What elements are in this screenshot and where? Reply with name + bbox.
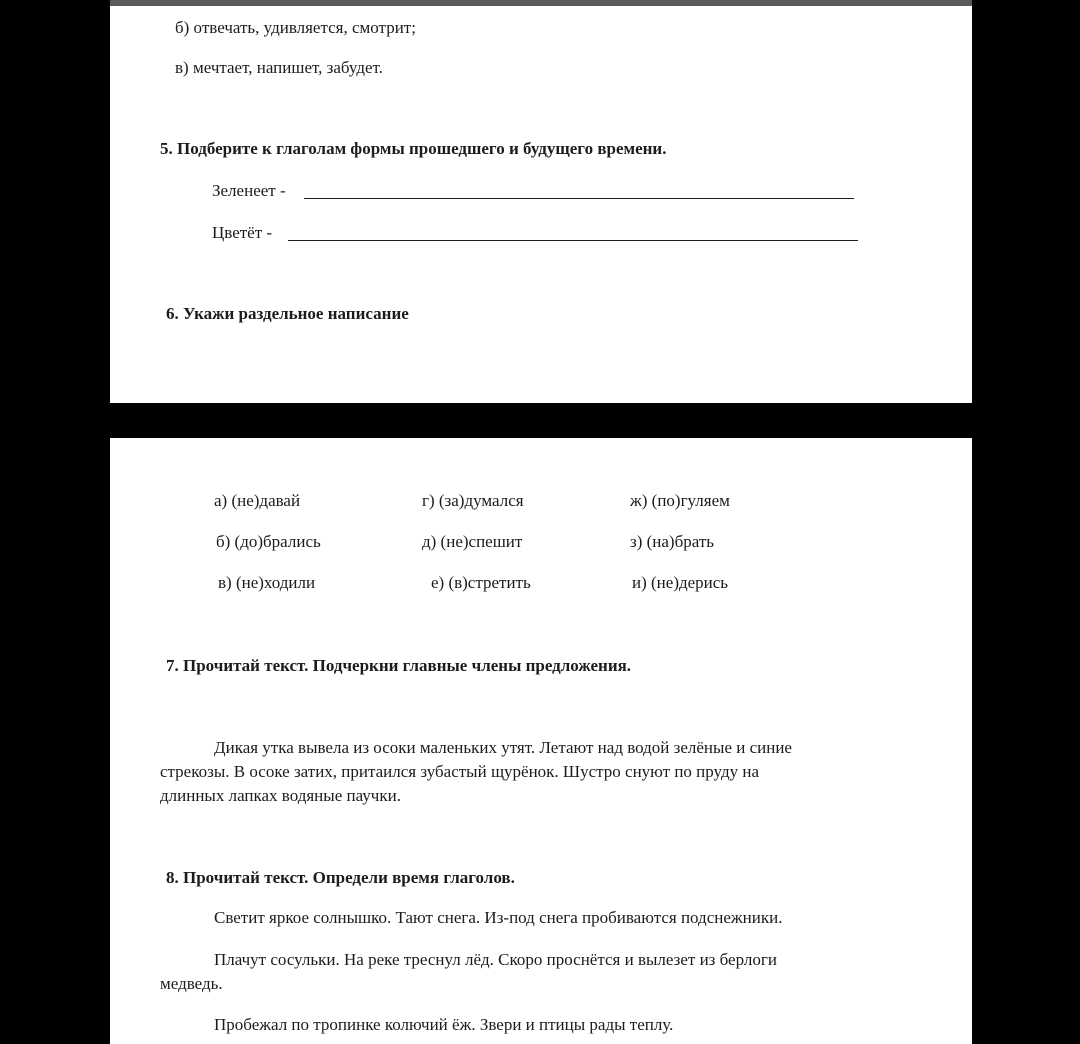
task6-option: в) (не)ходили (218, 573, 316, 592)
option-v: в) мечтает, напишет, забудет. (175, 58, 383, 77)
answer-line-2 (288, 240, 858, 241)
option-b: б) отвечать, удивляется, смотрит; (175, 18, 416, 37)
task8-paragraph-2-line-2: медведь. (160, 974, 223, 993)
answer-line-1 (304, 198, 854, 199)
task6-option: г) (за)думался (422, 491, 524, 510)
task6-option: б) (до)брались (216, 532, 321, 551)
task6-option: е) (в)стретить (431, 573, 531, 592)
task5-item-1: Зеленеет - (212, 181, 286, 200)
task5-title: 5. Подберите к глаголам формы прошедшего и будущего времени. (160, 139, 667, 158)
task6-option: и) (не)дерись (632, 573, 729, 592)
task7-text-line-2: стрекозы. В осоке затих, притаился зубастый щурёнок. Шустро снуют по пруду на (160, 762, 760, 781)
task8-paragraph-2-line-1: Плачут сосульки. На реке треснул лёд. Скоро проснётся и вылезет из берлоги (214, 950, 777, 969)
task8-paragraph-1: Светит яркое солнышко. Тают снега. Из-под снега пробиваются подснежники. (214, 908, 783, 927)
window-top-edge (110, 0, 972, 6)
task6-title: 6. Укажи раздельное написание (166, 304, 409, 323)
task7-text-line-1: Дикая утка вывела из осоки маленьких утят. Летают над водой зелёные и синие (214, 738, 792, 757)
task8-paragraph-3: Пробежал по тропинке колючий ёж. Звери и птицы рады теплу. (214, 1015, 674, 1034)
task5-item-2: Цветёт - (212, 223, 273, 242)
task6-option: д) (не)спешит (422, 532, 523, 551)
task6-option: а) (не)давай (214, 491, 301, 510)
task6-option: з) (на)брать (630, 532, 715, 551)
task8-title: 8. Прочитай текст. Определи время глаголов. (166, 868, 515, 887)
task6-option: ж) (по)гуляем (630, 491, 730, 510)
task7-title: 7. Прочитай текст. Подчеркни главные члены предложения. (166, 656, 632, 675)
task7-text-line-3: длинных лапках водяные паучки. (160, 786, 401, 805)
